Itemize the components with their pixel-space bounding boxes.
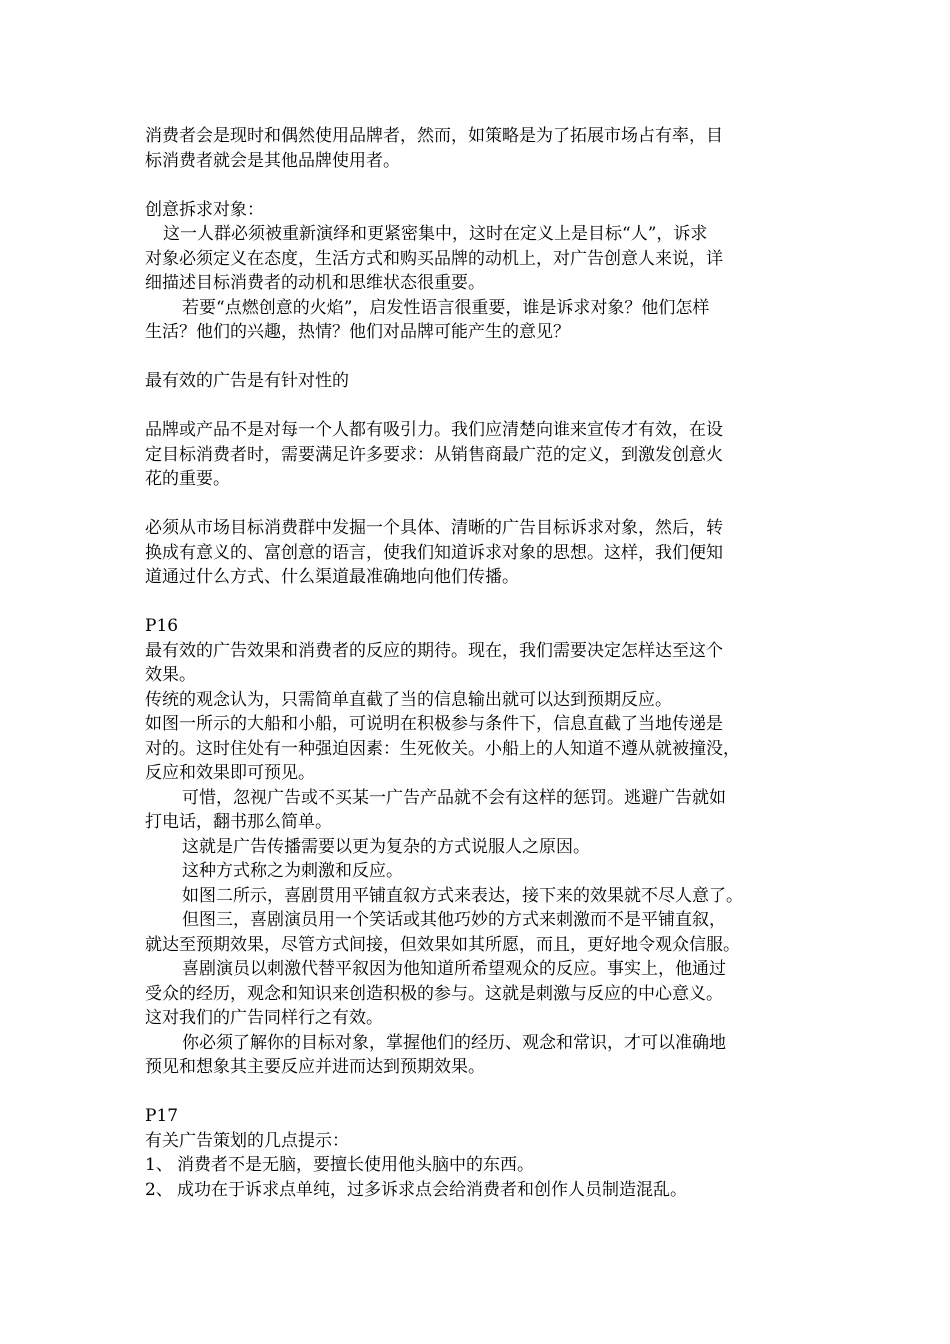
tip-text: 成功在于诉求点单纯，过多诉求点会给消费者和创作人员制造混乱。	[177, 1179, 687, 1200]
text-line: 但图三，喜剧演员用一个笑话或其他巧妙的方式来刺激而不是平铺直叙，	[182, 910, 726, 930]
text-line: 这一人群必须被重新演绎和更紧密集中，这时在定义上是目标“人”，诉求	[163, 224, 708, 244]
blank-line	[145, 173, 825, 198]
tips-list	[145, 1153, 825, 1202]
blank-line	[145, 1080, 825, 1105]
text-line: 这对我们的广告同样行之有效。	[145, 1008, 383, 1028]
text-line: 预见和想象其主要反应并进而达到预期效果。	[145, 1057, 485, 1077]
text-line: 道通过什么方式、什么渠道最准确地向他们传播。	[145, 567, 519, 587]
text-line: 可惜，忽视广告或不买某一广告产品就不会有这样的惩罚。逃避广告就如	[182, 787, 726, 808]
text-line: P17	[145, 1106, 179, 1126]
text-line: 打电话，翻书那么简单。	[145, 812, 332, 832]
text-line: P16	[145, 616, 179, 636]
text-line: 传统的观念认为，只需简单直截了当的信息输出就可以达到预期反应。	[145, 689, 672, 710]
text-line: 品牌或产品不是对每一个人都有吸引力。我们应清楚向谁来宣传才有效，在设	[145, 420, 723, 440]
text-line: 受众的经历，观念和知识来创造积极的参与。这就是刺激与反应的中心意义。	[145, 983, 723, 1004]
text-line: 细描述目标消费者的动机和思维状态很重要。	[145, 273, 485, 293]
text-line: 你必须了解你的目标对象，掌握他们的经历、观念和常识，才可以准确地	[182, 1032, 726, 1053]
text-line: 生活？他们的兴趣，热情？他们对品牌可能产生的意见？	[145, 322, 570, 342]
blank-line	[145, 345, 825, 370]
text-line: 喜剧演员以刺激代替平叙因为他知道所希望观众的反应。事实上，他通过	[182, 959, 726, 979]
text-line: 定目标消费者时，需要满足许多要求：从销售商最广范的定义，到激发创意火	[145, 444, 723, 465]
text-line: 最有效的广告是有针对性的	[145, 371, 349, 391]
text-line: 换成有意义的、富创意的语言，使我们知道诉求对象的思想。这样，我们便知	[145, 542, 723, 563]
text-line: 对的。这时住处有一种强迫因素：生死攸关。小船上的人知道不遵从就被撞没，	[145, 738, 740, 759]
text-line: 标消费者就会是其他品牌使用者。	[145, 150, 400, 171]
text-line: 反应和效果即可预见。	[145, 763, 315, 783]
text-line: 消费者会是现时和偶然使用品牌者，然而，如策略是为了拓展市场占有率，目	[145, 126, 723, 146]
text-line: 如图一所示的大船和小船，可说明在积极参与条件下，信息直截了当地传递是	[145, 714, 723, 734]
blank-line	[145, 590, 825, 615]
tip-number: 1、	[145, 1155, 173, 1175]
document-body	[145, 124, 825, 1153]
tip-text: 消费者不是无脑，要擅长使用他头脑中的东西。	[177, 1155, 534, 1175]
blank-line	[145, 492, 825, 517]
text-line: 这种方式称之为刺激和反应。	[182, 861, 403, 881]
text-line: 创意拆求对象：	[145, 199, 264, 220]
tip-number: 2、	[145, 1179, 173, 1200]
text-line: 对象必须定义在态度，生活方式和购买品牌的动机上，对广告创意人来说，详	[145, 248, 723, 269]
document-page	[145, 124, 825, 1202]
tip-item	[145, 1178, 825, 1203]
text-line: 花的重要。	[145, 469, 230, 489]
text-line: 若要“点燃创意的火焰”，启发性语言很重要，谁是诉求对象？他们怎样	[182, 297, 710, 318]
tip-item	[145, 1153, 825, 1178]
text-line: 必须从市场目标消费群中发掘一个具体、清晰的广告目标诉求对象，然后，转	[145, 518, 723, 538]
text-line: 效果。	[145, 665, 196, 685]
text-line: 如图二所示，喜剧贯用平铺直叙方式来表达，接下来的效果就不尽人意了。	[182, 885, 743, 906]
blank-line	[145, 394, 825, 419]
text-line: 这就是广告传播需要以更为复杂的方式说服人之原因。	[182, 836, 590, 857]
text-line: 有关广告策划的几点提示：	[145, 1130, 349, 1151]
text-line: 最有效的广告效果和消费者的反应的期待。现在，我们需要决定怎样达至这个	[145, 640, 723, 661]
text-line: 就达至预期效果，尽管方式间接，但效果如其所愿，而且，更好地令观众信服。	[145, 934, 740, 955]
